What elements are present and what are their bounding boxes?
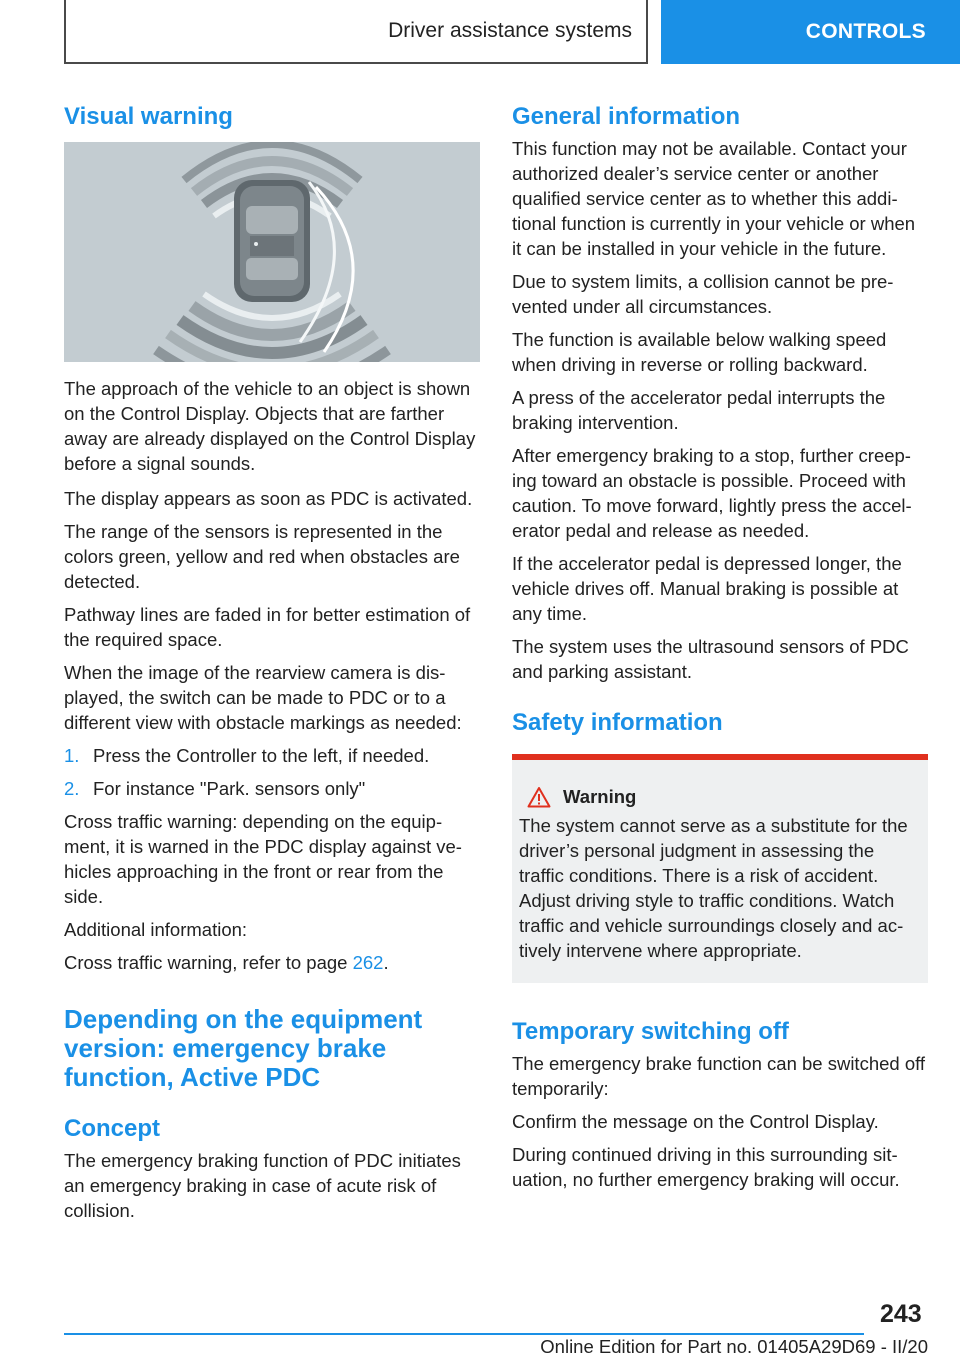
header-section-box [64, 0, 648, 64]
visual-warning-heading: Visual warning [64, 103, 233, 130]
right-column [512, 100, 928, 1200]
warning-header [527, 784, 922, 809]
reference-end: . [383, 952, 389, 973]
paragraph: If the accelerator pedal is depressed longer, the vehicle drives off. Manual braking is possible at any time. [512, 553, 902, 624]
warning-triangle-icon [527, 786, 551, 808]
reference-text: Cross traffic warning, refer to page [64, 952, 353, 973]
step-text: Press the Controller to the left, if needed. [93, 745, 430, 766]
warning-text: The system cannot serve as a substitute for the driver’s personal judgment in assessing the traffic conditions. There is a risk of accident. Adjust driving style to traffic conditions. Watch traffic and vehicle surroundings closely and ac-tively intervene where appropriate. [519, 815, 908, 961]
car-top-view-icon [234, 180, 310, 302]
header-controls-tab[interactable] [661, 0, 960, 64]
general-information-heading: General information [512, 103, 741, 130]
warning-label: Warning [563, 786, 637, 807]
paragraph: The approach of the vehicle to an object is shown on the Control Display. Objects that are farther away are already displayed on the Control Display before a signal sounds. [64, 378, 476, 474]
page-link[interactable]: 262 [352, 952, 384, 973]
paragraph: Pathway lines are faded in for better estimation of the required space. [64, 604, 471, 650]
paragraph: Confirm the message on the Control Display. [512, 1111, 879, 1132]
steps-list [64, 743, 480, 801]
step-number: 2. [64, 778, 80, 799]
page-reference [64, 950, 480, 975]
pdc-illustration [64, 142, 480, 362]
list-item [64, 743, 480, 768]
header-section-title: Driver assistance systems [388, 19, 632, 42]
safety-information-heading: Safety information [512, 709, 723, 736]
section-heading: Depending on the equipment version: emergency brake function, Active PDC [64, 1004, 423, 1092]
paragraph: The function is available below walking speed when driving in reverse or rolling backward. [512, 329, 887, 375]
paragraph: The display appears as soon as PDC is activated. [64, 488, 473, 509]
warning-box [512, 754, 928, 983]
paragraph: During continued driving in this surrounding sit-uation, no further emergency braking will occur. [512, 1144, 900, 1190]
paragraph: The emergency braking function of PDC initiates an emergency braking in case of acute risk of collision. [64, 1150, 461, 1221]
paragraph: The range of the sensors is represented in the colors green, yellow and red when obstacles are detected. [64, 521, 460, 592]
paragraph: Cross traffic warning: depending on the equip-ment, it is warned in the PDC display against ve-hicles approaching in the front or rear from the side. [64, 811, 462, 907]
temporary-switching-off-heading: Temporary switching off [512, 1018, 789, 1045]
footer-divider [64, 1333, 864, 1335]
concept-heading: Concept [64, 1115, 160, 1142]
paragraph: This function may not be available. Contact your authorized dealer’s service center or another qualified service center as to whether this addi-tional function is currently in your vehicle or when it can be installed in your vehicle in the future. [512, 138, 916, 259]
header-tab-label: CONTROLS [805, 20, 926, 43]
paragraph: The system uses the ultrasound sensors of PDC and parking assistant. [512, 636, 909, 682]
paragraph: The emergency brake function can be switched off temporarily: [512, 1053, 926, 1099]
paragraph: After emergency braking to a stop, further creep-ing toward an obstacle is possible. Proceed with caution. To move forward, lightly press the accel-erator pedal and release as needed. [512, 445, 912, 541]
paragraph: Additional information: [64, 919, 248, 940]
list-item [64, 776, 480, 801]
footer-edition: Online Edition for Part no. 01405A29D69 - II/20 [540, 1336, 928, 1357]
page-number: 243 [880, 1300, 922, 1328]
paragraph: Due to system limits, a collision cannot be pre-vented under all circumstances. [512, 271, 894, 317]
left-column [64, 100, 480, 1231]
step-text: For instance "Park. sensors only" [93, 778, 366, 799]
paragraph: A press of the accelerator pedal interrupts the braking intervention. [512, 387, 886, 433]
step-number: 1. [64, 745, 80, 766]
paragraph: When the image of the rearview camera is dis-played, the switch can be made to PDC or to a different view with obstacle markings as needed: [64, 662, 462, 733]
pdc-display-figure [64, 142, 480, 362]
